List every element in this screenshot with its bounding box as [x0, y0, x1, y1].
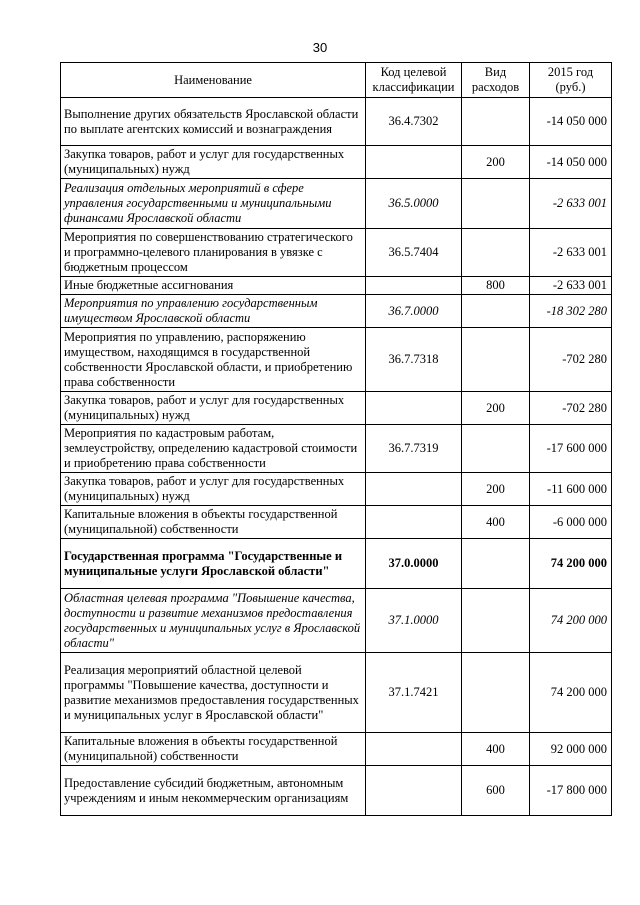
- row-name-cell: Реализация отдельных мероприятий в сфере управления государственными и муниципальными финансами Ярославской области: [61, 179, 366, 229]
- row-amount-cell: 74 200 000: [530, 653, 612, 733]
- row-expense-type-cell: 200: [462, 473, 530, 506]
- row-name-cell: Закупка товаров, работ и услуг для государственных (муниципальных) нужд: [61, 146, 366, 179]
- budget-table: [60, 62, 612, 816]
- row-name-cell: Закупка товаров, работ и услуг для государственных (муниципальных) нужд: [61, 473, 366, 506]
- row-expense-type-cell: 800: [462, 277, 530, 295]
- row-name-cell: Закупка товаров, работ и услуг для государственных (муниципальных) нужд: [61, 392, 366, 425]
- row-amount-cell: 74 200 000: [530, 589, 612, 653]
- row-code-cell: [366, 766, 462, 816]
- row-name-cell: Капитальные вложения в объекты государственной (муниципальной) собственности: [61, 506, 366, 539]
- row-name-cell: Мероприятия по управлению государственным имуществом Ярославской области: [61, 295, 366, 328]
- row-name-cell: Капитальные вложения в объекты государственной (муниципальной) собственности: [61, 733, 366, 766]
- row-code-cell: 36.5.0000: [366, 179, 462, 229]
- row-name-cell: Иные бюджетные ассигнования: [61, 277, 366, 295]
- row-amount-cell: -702 280: [530, 328, 612, 392]
- row-expense-type-cell: 200: [462, 392, 530, 425]
- row-name-cell: Областная целевая программа "Повышение качества, доступности и развитие механизмов предоставления государственных и муниципальных услуг в Ярославской области": [61, 589, 366, 653]
- row-expense-type-cell: 400: [462, 733, 530, 766]
- table-row: [61, 506, 612, 539]
- row-amount-cell: -17 600 000: [530, 425, 612, 473]
- row-name-cell: Мероприятия по управлению, распоряжению имуществом, находящимся в государственной собственности Ярославской области, и приобретению права собственности: [61, 328, 366, 392]
- row-code-cell: 36.7.7318: [366, 328, 462, 392]
- row-name-cell: Выполнение других обязательств Ярославской области по выплате агентских комиссий и вознаграждения: [61, 98, 366, 146]
- table-row: [61, 539, 612, 589]
- row-amount-cell: -17 800 000: [530, 766, 612, 816]
- table-row: [61, 473, 612, 506]
- row-expense-type-cell: [462, 539, 530, 589]
- table-row: [61, 766, 612, 816]
- table-row: [61, 392, 612, 425]
- table-row: [61, 179, 612, 229]
- row-expense-type-cell: 400: [462, 506, 530, 539]
- row-expense-type-cell: [462, 229, 530, 277]
- row-amount-cell: -11 600 000: [530, 473, 612, 506]
- row-name-cell: Предоставление субсидий бюджетным, автономным учреждениям и иным некоммерческим организациям: [61, 766, 366, 816]
- row-expense-type-cell: [462, 425, 530, 473]
- row-name-cell: Мероприятия по кадастровым работам, землеустройству, определению кадастровой стоимости и приобретению права собственности: [61, 425, 366, 473]
- row-name-cell: Мероприятия по совершенствованию стратегического и программно-целевого планирования в увязке с бюджетным процессом: [61, 229, 366, 277]
- row-code-cell: 37.1.0000: [366, 589, 462, 653]
- header-code: Код целевой классификации: [366, 63, 462, 98]
- page-number: 30: [312, 40, 328, 55]
- row-code-cell: 36.7.7319: [366, 425, 462, 473]
- row-amount-cell: -14 050 000: [530, 146, 612, 179]
- table-row: [61, 146, 612, 179]
- row-expense-type-cell: [462, 589, 530, 653]
- table-row: [61, 229, 612, 277]
- row-code-cell: [366, 733, 462, 766]
- table-row: [61, 733, 612, 766]
- table-row: [61, 98, 612, 146]
- table-row: [61, 425, 612, 473]
- row-code-cell: [366, 146, 462, 179]
- row-amount-cell: -702 280: [530, 392, 612, 425]
- row-amount-cell: -2 633 001: [530, 229, 612, 277]
- row-expense-type-cell: [462, 653, 530, 733]
- row-expense-type-cell: 600: [462, 766, 530, 816]
- table-row: [61, 277, 612, 295]
- row-code-cell: 36.5.7404: [366, 229, 462, 277]
- row-name-cell: Государственная программа "Государственные и муниципальные услуги Ярославской области": [61, 539, 366, 589]
- row-code-cell: 37.1.7421: [366, 653, 462, 733]
- row-expense-type-cell: [462, 98, 530, 146]
- table-row: [61, 295, 612, 328]
- row-amount-cell: -18 302 280: [530, 295, 612, 328]
- row-code-cell: 36.4.7302: [366, 98, 462, 146]
- header-name: Наименование: [61, 63, 366, 98]
- row-code-cell: [366, 473, 462, 506]
- header-expense-type: Вид расходов: [462, 63, 530, 98]
- row-amount-cell: -14 050 000: [530, 98, 612, 146]
- row-amount-cell: -2 633 001: [530, 179, 612, 229]
- header-amount-2015: 2015 год (руб.): [530, 63, 612, 98]
- row-code-cell: 36.7.0000: [366, 295, 462, 328]
- row-expense-type-cell: [462, 328, 530, 392]
- row-expense-type-cell: 200: [462, 146, 530, 179]
- row-name-cell: Реализация мероприятий областной целевой программы "Повышение качества, доступности и развитие механизмов предоставления государственных и муниципальных услуг в Ярославской области": [61, 653, 366, 733]
- row-amount-cell: 74 200 000: [530, 539, 612, 589]
- row-amount-cell: -2 633 001: [530, 277, 612, 295]
- row-expense-type-cell: [462, 179, 530, 229]
- row-code-cell: 37.0.0000: [366, 539, 462, 589]
- table-row: [61, 328, 612, 392]
- table-row: [61, 653, 612, 733]
- table-header-row: [61, 63, 612, 98]
- row-code-cell: [366, 277, 462, 295]
- row-amount-cell: 92 000 000: [530, 733, 612, 766]
- row-amount-cell: -6 000 000: [530, 506, 612, 539]
- table-body: [61, 98, 612, 816]
- row-code-cell: [366, 392, 462, 425]
- row-expense-type-cell: [462, 295, 530, 328]
- table-row: [61, 589, 612, 653]
- row-code-cell: [366, 506, 462, 539]
